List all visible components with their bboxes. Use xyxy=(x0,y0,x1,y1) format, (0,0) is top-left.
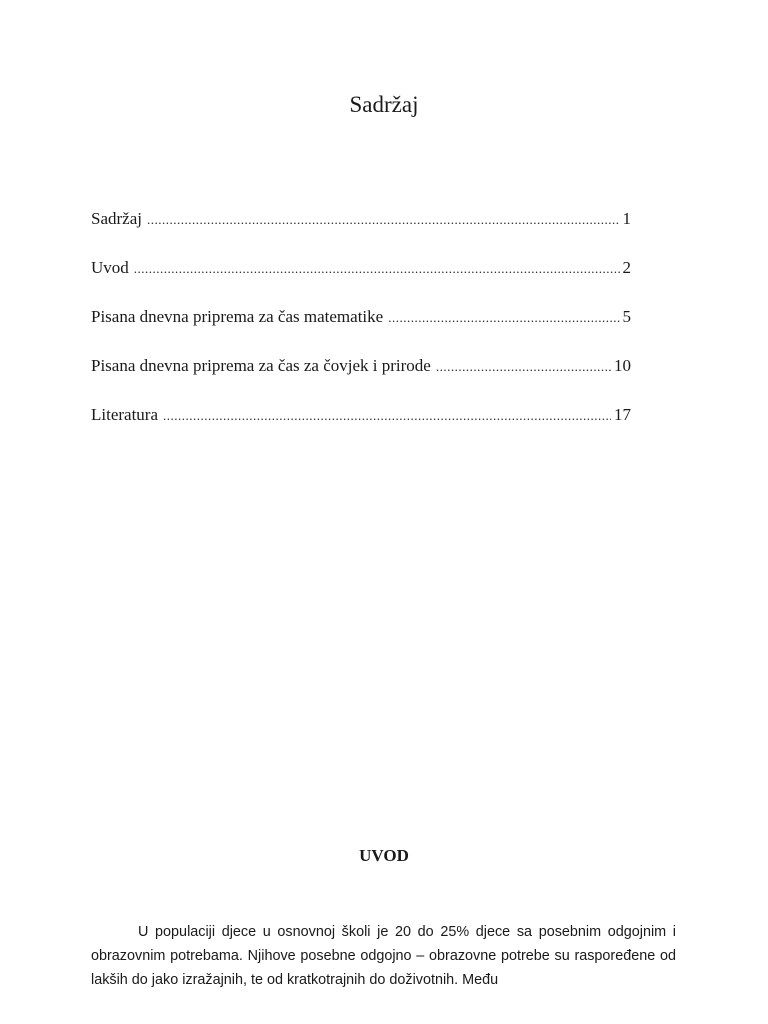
toc-entry-covjek-i-priroda[interactable] xyxy=(91,356,631,405)
toc-dot-leader xyxy=(163,408,611,424)
toc-entry-uvod[interactable] xyxy=(91,258,631,307)
toc-entry-page-number: 1 xyxy=(622,209,631,228)
toc-dot-leader xyxy=(388,310,619,326)
toc-entry-matematika[interactable] xyxy=(91,307,631,356)
toc-entry-sadrzaj[interactable] xyxy=(91,209,631,258)
toc-entry-label: Sadržaj xyxy=(91,209,142,228)
intro-paragraph: U populaciji djece u osnovnoj školi je 20 do 25% djece sa posebnim odgojnim i obrazovnim potrebama. Njihove posebne odgojno – obrazovne potrebe su raspoređene od lakših do jako izražajnih, te od kratkotrajnih do doživotnih. Među xyxy=(91,924,676,988)
toc-entry-literatura[interactable] xyxy=(91,405,631,454)
toc-entry-page-number: 10 xyxy=(614,356,631,375)
section-heading-uvod: UVOD xyxy=(359,846,409,865)
toc-list xyxy=(91,209,631,454)
toc-entry-label: Pisana dnevna priprema za čas matematike xyxy=(91,307,384,326)
toc-title: Sadržaj xyxy=(349,92,419,117)
toc-entry-page-number: 17 xyxy=(614,405,631,424)
toc-dot-leader xyxy=(134,261,620,277)
toc-dot-leader xyxy=(436,359,611,375)
toc-entry-label: Pisana dnevna priprema za čas za čovjek i prirode xyxy=(91,356,431,375)
toc-entry-label: Uvod xyxy=(91,258,129,277)
toc-entry-label: Literatura xyxy=(91,405,159,424)
toc-entry-page-number: 2 xyxy=(622,258,631,277)
toc-entry-page-number: 5 xyxy=(622,307,631,326)
toc-dot-leader xyxy=(147,212,620,228)
